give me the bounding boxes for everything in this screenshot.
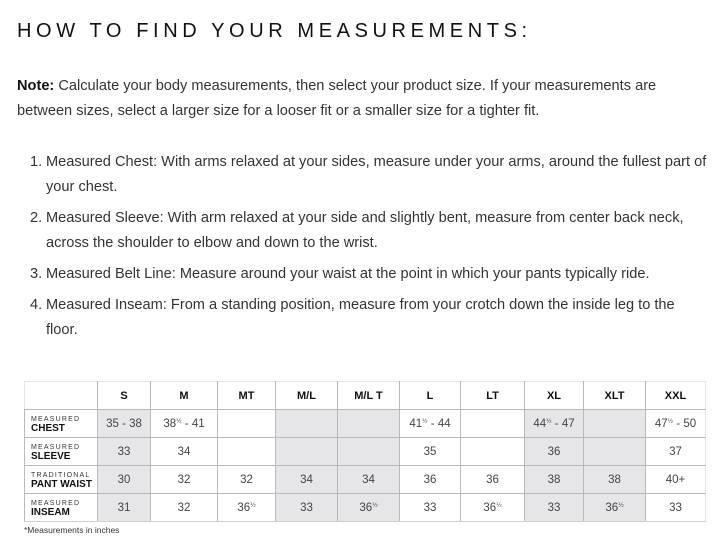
size-value-cell: 34	[151, 438, 218, 466]
row-label	[25, 410, 98, 438]
table-row	[25, 438, 706, 466]
size-value-cell: 36	[461, 466, 525, 494]
note-text: Calculate your body measurements, then select your product size. If your measurements are between sizes, select a larger size for a looser fit or a smaller size for a tighter fit.	[17, 78, 657, 119]
column-header-mlt: M/L T	[338, 382, 400, 410]
size-value-cell: $36^{\frac{1}{2}}$	[218, 494, 276, 522]
size-value-cell: $44^{\frac{1}{2}} - 47$	[525, 410, 584, 438]
size-value-cell	[338, 438, 400, 466]
row-label-small: TRADITIONAL	[31, 471, 91, 479]
column-header-xl: XL	[525, 382, 584, 410]
size-value-cell: 34	[276, 466, 338, 494]
size-value-cell: 33	[400, 494, 461, 522]
measurement-steps-list	[30, 150, 710, 349]
size-value-cell	[461, 410, 525, 438]
row-label-small: MEASURED	[31, 499, 81, 507]
row-label-main: INSEAM	[31, 506, 70, 518]
row-label-main: CHEST	[31, 422, 65, 434]
corner-cell	[25, 382, 98, 410]
size-value-cell: $38^{\frac{1}{2}} - 41$	[151, 410, 218, 438]
column-header-m: M	[151, 382, 218, 410]
step-item: 2. Measured Sleeve: With arm relaxed at your side and slightly bent, measure from center back neck, across the shoulder to elbow and down to the wrist.	[30, 210, 684, 251]
size-value-cell: 36	[525, 438, 584, 466]
size-value-cell	[338, 410, 400, 438]
size-value-cell: 31	[98, 494, 151, 522]
table-row	[25, 494, 706, 522]
column-header-xxl: XXL	[646, 382, 706, 410]
size-value-cell	[461, 438, 525, 466]
size-value-cell: $36^{\frac{1}{2}}$	[338, 494, 400, 522]
row-label	[25, 494, 98, 522]
footnote: *Measurements in inches	[24, 525, 120, 535]
size-value-cell	[584, 438, 646, 466]
size-value-cell: $47^{\frac{1}{2}} - 50$	[646, 410, 706, 438]
size-value-cell: 34	[338, 466, 400, 494]
row-label	[25, 438, 98, 466]
note-paragraph	[17, 74, 707, 124]
size-value-cell: 33	[98, 438, 151, 466]
size-value-cell: 36	[400, 466, 461, 494]
size-value-cell: 33	[525, 494, 584, 522]
size-value-cell	[218, 410, 276, 438]
page-title: HOW TO FIND YOUR MEASUREMENTS:	[17, 20, 532, 42]
step-text: Measured Inseam: From a standing position, measure from your crotch down the inside leg to the floor.	[46, 297, 675, 338]
row-label-small: MEASURED	[31, 443, 81, 451]
column-header-lt: LT	[461, 382, 525, 410]
size-value-cell: 30	[98, 466, 151, 494]
size-value-cell: $36^{\frac{1}{2}}$	[461, 494, 525, 522]
size-value-cell	[218, 438, 276, 466]
size-value-cell: 38	[584, 466, 646, 494]
column-header-xlt: XLT	[584, 382, 646, 410]
size-value-cell	[276, 410, 338, 438]
table-row	[25, 410, 706, 438]
step-item: 1. Measured Chest: With arms relaxed at your sides, measure under your arms, around the fullest part of your chest.	[30, 154, 707, 195]
step-item: 3. Measured Belt Line: Measure around your waist at the point in which your pants typically ride.	[30, 266, 650, 282]
size-value-cell: 40+	[646, 466, 706, 494]
size-value-cell: $41^{\frac{1}{2}} - 44$	[400, 410, 461, 438]
step-item: 4. Measured Inseam: From a standing position, measure from your crotch down the inside leg to the floor.	[30, 297, 675, 338]
column-header-s: S	[98, 382, 151, 410]
size-value-cell: 35	[400, 438, 461, 466]
size-value-cell: 32	[151, 494, 218, 522]
size-value-cell: 35 - 38	[98, 410, 151, 438]
size-value-cell: 32	[218, 466, 276, 494]
row-label-main: SLEEVE	[31, 450, 71, 462]
table-row	[25, 466, 706, 494]
row-label-main: PANT WAIST	[31, 478, 92, 490]
size-value-cell: $36^{\frac{1}{2}}$	[584, 494, 646, 522]
step-text: Measured Chest: With arms relaxed at your sides, measure under your arms, around the fullest part of your chest.	[46, 154, 707, 195]
size-value-cell: 32	[151, 466, 218, 494]
row-label	[25, 466, 98, 494]
size-chart-table	[24, 381, 706, 522]
note-label: Note:	[17, 78, 55, 94]
column-header-mt: MT	[218, 382, 276, 410]
size-value-cell: 38	[525, 466, 584, 494]
step-text: Measured Belt Line: Measure around your waist at the point in which your pants typically ride.	[46, 266, 650, 282]
column-header-l: L	[400, 382, 461, 410]
column-header-ml: M/L	[276, 382, 338, 410]
size-value-cell: 37	[646, 438, 706, 466]
step-text: Measured Sleeve: With arm relaxed at your side and slightly bent, measure from center back neck, across the shoulder to elbow and down to the wrist.	[46, 210, 684, 251]
size-value-cell: 33	[276, 494, 338, 522]
size-value-cell	[276, 438, 338, 466]
size-value-cell: 33	[646, 494, 706, 522]
table-header-row	[25, 382, 706, 410]
row-label-small: MEASURED	[31, 415, 81, 423]
size-value-cell	[584, 410, 646, 438]
